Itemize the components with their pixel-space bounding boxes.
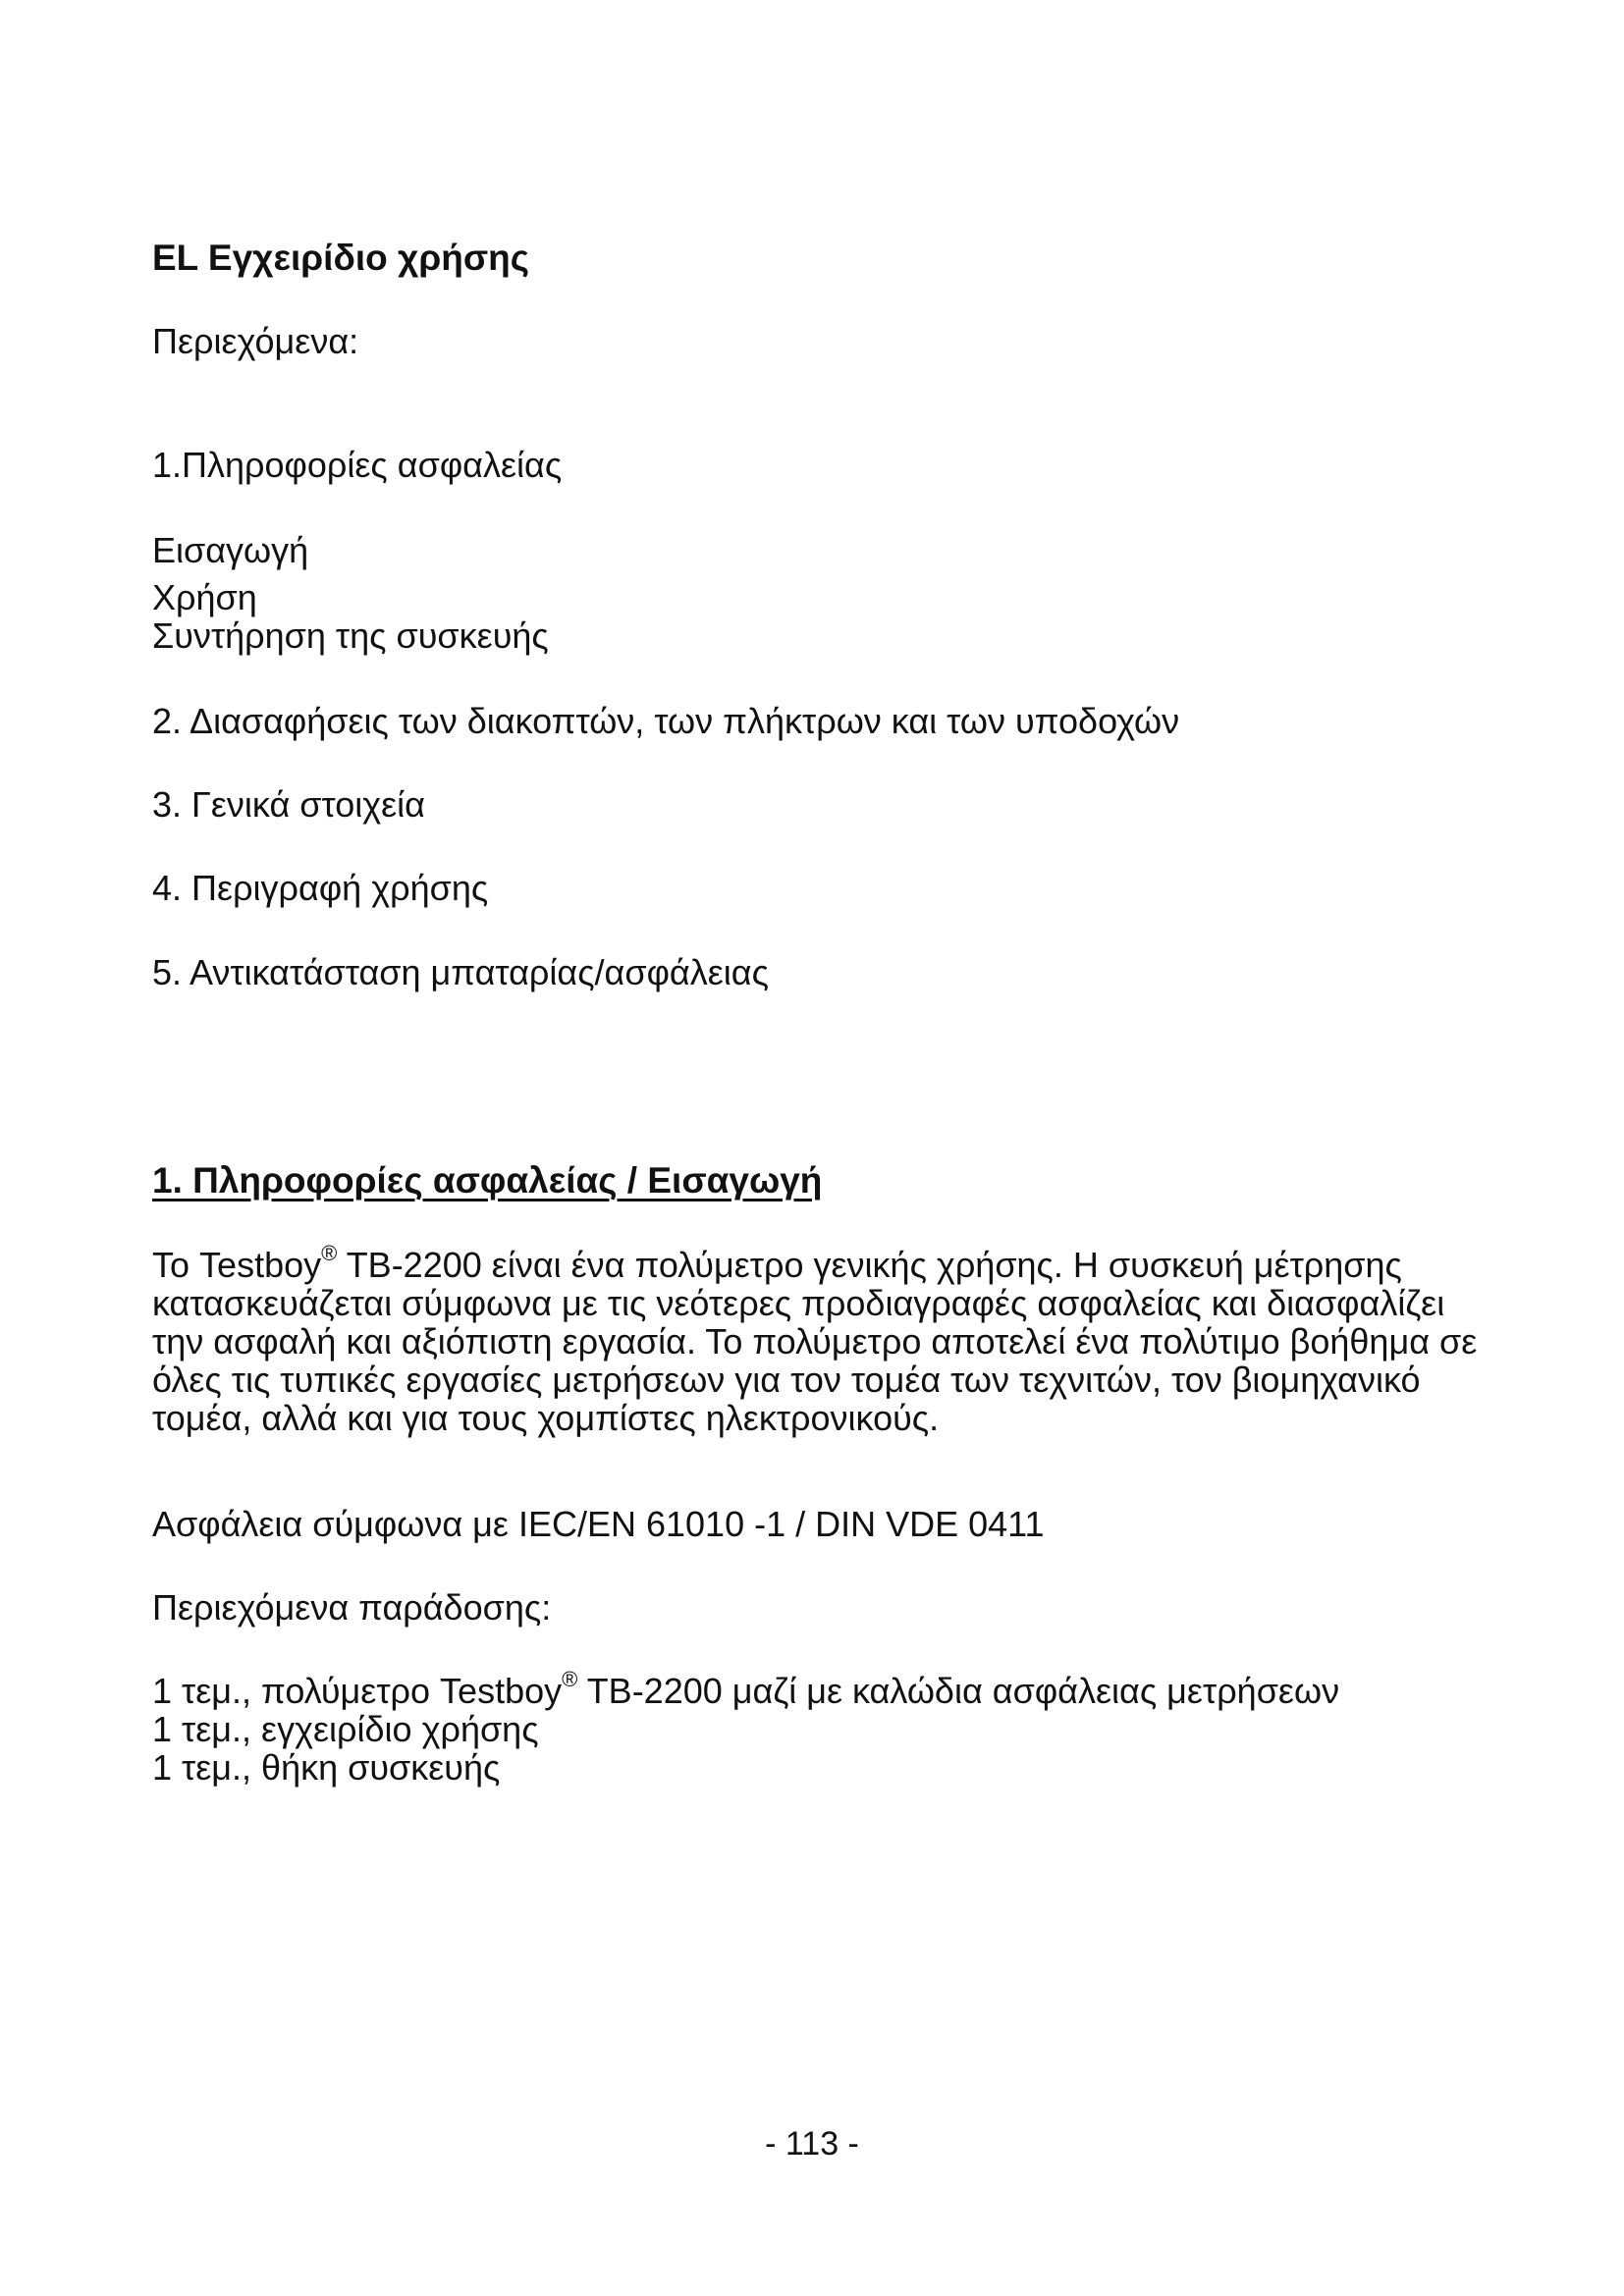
- toc-subitem-maintenance: Συντήρηση της συσκευής: [152, 615, 549, 656]
- intro-paragraph-line-2: κατασκευάζεται σύμφωνα με τις νεότερες προδιαγραφές ασφαλείας και διασφαλίζει: [152, 1283, 1445, 1323]
- intro-text-rest: TB-2200 είναι ένα πολύμετρο γενικής χρήσης. Η συσκευή μέτρησης: [337, 1245, 1402, 1285]
- toc-item-3: 3. Γενικά στοιχεία: [152, 784, 425, 825]
- toc-subitem-usage: Χρήση: [152, 577, 257, 617]
- delivery-item-manual: 1 τεμ., εγχειρίδιο χρήσης: [152, 1709, 539, 1749]
- safety-standard-line: Ασφάλεια σύμφωνα με IEC/EN 61010 -1 / DIN VDE 0411: [152, 1504, 1045, 1544]
- delivery-item-1-start: 1 τεμ., πολύμετρο Testboy: [152, 1671, 563, 1711]
- delivery-item-case: 1 τεμ., θήκη συσκευής: [152, 1747, 501, 1788]
- intro-paragraph-line-5: τομέα, αλλά και για τους χομπίστες ηλεκτρονικούς.: [152, 1398, 940, 1438]
- registered-trademark-mark: ®: [562, 1667, 578, 1691]
- delivery-contents-label: Περιεχόμενα παράδοσης:: [152, 1587, 552, 1628]
- toc-item-4: 4. Περιγραφή χρήσης: [152, 868, 489, 908]
- toc-item-1: 1.Πληροφορίες ασφαλείας: [152, 445, 563, 485]
- page-number: - 113 -: [765, 2125, 859, 2163]
- registered-trademark-mark: ®: [321, 1241, 338, 1265]
- toc-item-5: 5. Αντικατάσταση μπαταρίας/ασφάλειας: [152, 952, 769, 992]
- toc-item-2: 2. Διασαφήσεις των διακοπτών, των πλήκτρων και των υποδοχών: [152, 701, 1180, 741]
- delivery-item-1-rest: TB-2200 μαζί με καλώδια ασφάλειας μετρήσεων: [577, 1671, 1340, 1711]
- toc-subitem-introduction: Εισαγωγή: [152, 530, 309, 570]
- intro-text-start: Το Testboy: [152, 1245, 322, 1285]
- section-heading-safety-intro: 1. Πληροφορίες ασφαλείας / Εισαγωγή: [152, 1160, 823, 1201]
- contents-label: Περιεχόμενα:: [152, 321, 359, 361]
- intro-paragraph-line-4: όλες τις τυπικές εργασίες μετρήσεων για τον τομέα των τεχνιτών, τον βιομηχανικό: [152, 1360, 1421, 1400]
- document-title: EL Εγχειρίδιο χρήσης: [152, 238, 530, 278]
- intro-paragraph-line-3: την ασφαλή και αξιόπιστη εργασία. Το πολύμετρο αποτελεί ένα πολύτιμο βοήθημα σε: [152, 1321, 1478, 1362]
